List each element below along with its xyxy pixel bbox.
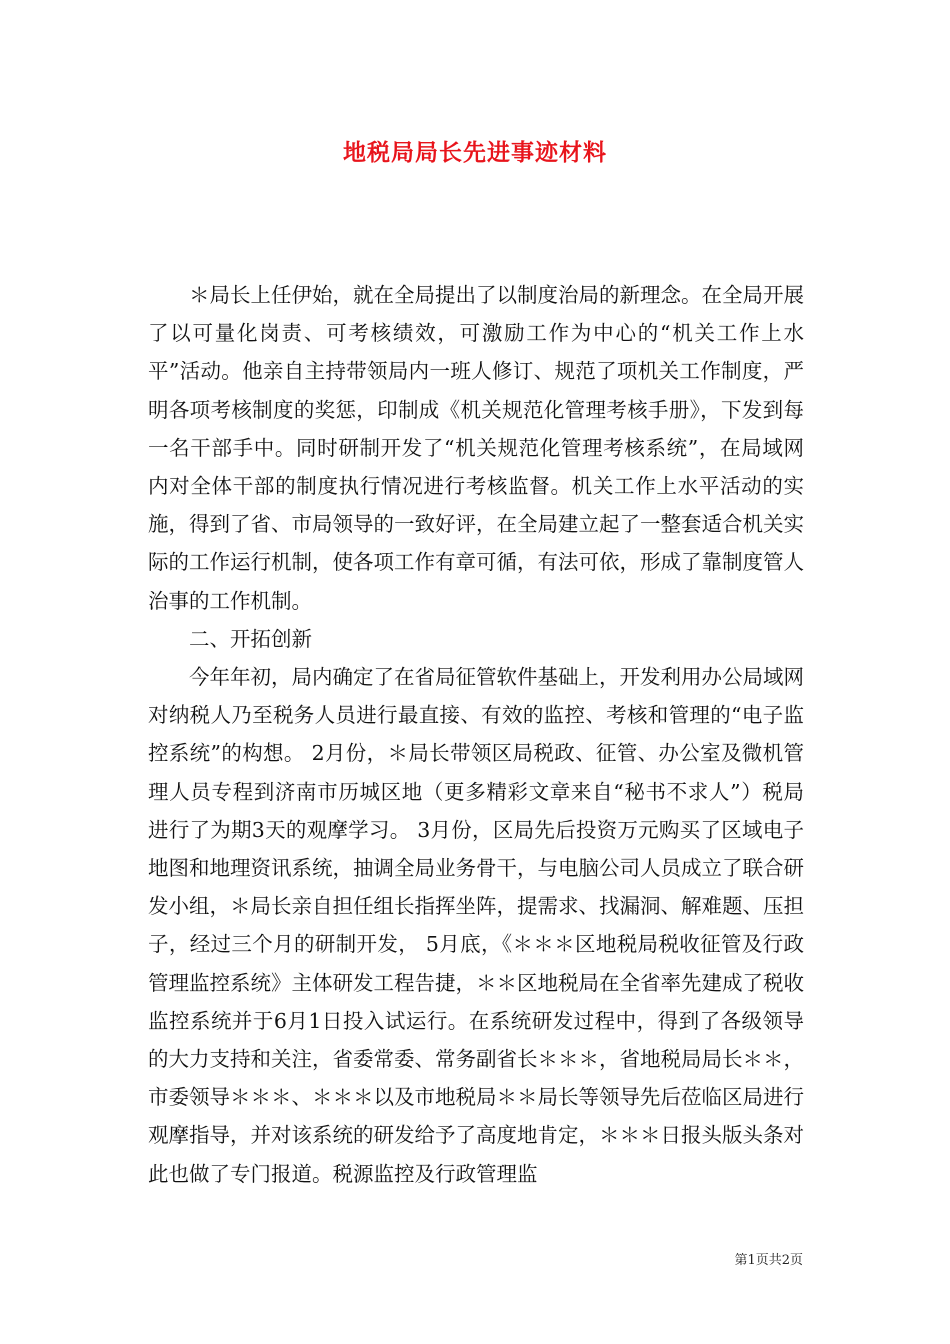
document-title: 地税局局长先进事迹材料 (343, 139, 607, 166)
document-body (148, 276, 804, 1193)
section-heading-innovation: 二、开拓创新 (189, 626, 312, 651)
paragraph-monitoring-system: 今年年初，局内确定了在省局征管软件基础上，开发利用办公局域网对纳税人乃至税务人员进行最直接、有效的监控、考核和管理的“电子监控系统”的构想。 2月份，＊局长带领区局税政、征管、办公室及微机管理人员专程到济南市历城区地（更多精彩文章来自“秘书不求人”）税局进行了为期3天的观摩学习。 3月份，区局先后投资万元购买了区域电子地图和地理资讯系统，抽调全局业务骨干，与电脑公司人员成立了联合研发小组，＊局长亲自担任组长指挥坐阵，提需求、找漏洞、解难题、压担子，经过三个月的研制开发， 5月底，《＊＊＊区地税局税收征管及行政管理监控系统》主体研发工程告捷，＊＊区地税局在全省率先建成了税收监控系统并于6月1日投入试运行。在系统研发过程中，得到了各级领导的大力支持和关注，省委常委、常务副省长＊＊＊，省地税局局长＊＊，市委领导＊＊＊、＊＊＊以及市地税局＊＊局长等领导先后莅临区局进行观摩指导，并对该系统的研发给予了高度地肯定，＊＊＊日报头版头条对此也做了专门报道。税源监控及行政管理监 (148, 665, 804, 1186)
paragraph-system-governance: ＊局长上任伊始，就在全局提出了以制度治局的新理念。在全局开展了以可量化岗责、可考核绩效，可激励工作为中心的“机关工作上水平”活动。他亲自主持带领局内一班人修订、规范了项机关工作制度，严明各项考核制度的奖惩，印制成《机关规范化管理考核手册》，下发到每一名干部手中。同时研制开发了“机关规范化管理考核系统”，在局域网内对全体干部的制度执行情况进行考核监督。机关工作上水平活动的实施，得到了省、市局领导的一致好评，在全局建立起了一整套适合机关实际的工作运行机制，使各项工作有章可循，有法可依，形成了靠制度管人治事的工作机制。 (148, 283, 804, 613)
page-number: 第1页共2页 (734, 1253, 803, 1268)
